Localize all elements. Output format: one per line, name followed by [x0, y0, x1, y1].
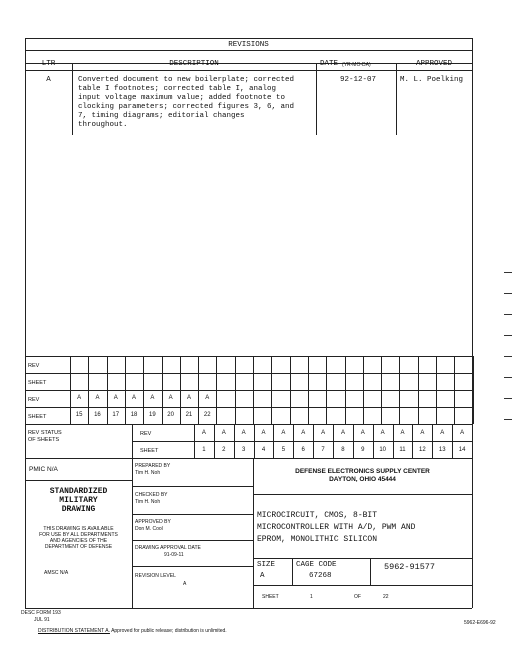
prepared-by-label: PREPARED BY [135, 463, 171, 469]
status-sheet-cell: 8 [341, 447, 345, 453]
description-line: Converted document to new boilerplate; corrected [78, 76, 295, 84]
amsc-label: AMSC N/A [44, 570, 69, 576]
availability-line: THIS DRAWING IS AVAILABLE [43, 526, 114, 532]
form-date: JUL 91 [34, 617, 50, 623]
revision-level-label: REVISION LEVEL [135, 573, 176, 579]
revision-date: 92-12-07 [340, 76, 377, 84]
drawing-title-line: MICROCIRCUIT, CMOS, 8-BIT [257, 511, 378, 520]
size-label: SIZE [257, 561, 276, 569]
of-sheets-label: OF SHEETS [28, 437, 60, 443]
revision-level-value: A [183, 581, 187, 587]
rev-cell: A [132, 395, 137, 401]
status-sheet-cell: 6 [301, 447, 305, 453]
supply-center-name: DEFENSE ELECTRONICS SUPPLY CENTER [295, 468, 430, 475]
status-sheet-cell: 9 [361, 447, 365, 453]
revision-letter: A [46, 76, 51, 84]
sheet-number-cell: 15 [75, 412, 83, 418]
description-line: throughout. [78, 121, 128, 129]
rev-cell: A [77, 395, 82, 401]
rev-row-label: REV [28, 397, 40, 403]
rev-row-label: REV [28, 363, 40, 369]
sheet-number-cell: 19 [148, 412, 156, 418]
description-line: 7, timing diagrams; editorial changes [78, 112, 245, 120]
status-sheet-cell: 13 [438, 447, 446, 453]
rev-cell: A [168, 395, 173, 401]
revisions-title: REVISIONS [228, 41, 269, 49]
rev-cell: A [186, 395, 191, 401]
cage-code-label: CAGE CODE [296, 561, 337, 569]
status-rev-cell: A [281, 430, 286, 436]
availability-line: DEPARTMENT OF DEFENSE [44, 544, 113, 550]
sheet-number-cell: 17 [112, 412, 120, 418]
rev-cell: A [205, 395, 210, 401]
status-sheet-cell: 11 [399, 447, 406, 453]
drawing-number: 5962-91577 [384, 562, 436, 572]
sheet-number-cell: 16 [94, 412, 101, 418]
description-line: input voltage maximum value; added footnote to [78, 94, 286, 102]
status-rev-cell: A [340, 430, 345, 436]
sheet-number-cell: 22 [203, 412, 211, 418]
standardized-heading: STANDARDIZED [49, 487, 108, 496]
status-rev-label: REV [140, 431, 152, 437]
status-rev-cell: A [241, 430, 246, 436]
drawing-title-line: EPROM, MONOLITHIC SILICON [257, 535, 378, 544]
ltr-header: LTR [41, 60, 56, 68]
sheet-label: SHEET [262, 594, 279, 600]
description-line: clocking parameters; corrected figures 3, 6, and [78, 103, 295, 111]
rev-cell: A [95, 395, 100, 401]
description-line: table I footnotes; corrected table I, analog [78, 85, 277, 93]
status-sheet-cell: 3 [241, 447, 246, 453]
status-rev-cell: A [321, 430, 326, 436]
checked-by-label: CHECKED BY [135, 492, 168, 498]
status-sheet-cell: 10 [379, 447, 386, 453]
status-rev-cell: A [440, 430, 445, 436]
status-sheet-cell: 4 [261, 447, 266, 453]
checked-by-name: Tim H. Noh [135, 499, 161, 505]
date-format-header: (YR-MO-DA) [342, 62, 371, 68]
distribution-statement [38, 628, 227, 634]
military-heading: MILITARY [59, 496, 98, 505]
sheet-number-cell: 20 [167, 412, 174, 418]
date-header: DATE [320, 60, 339, 68]
status-rev-cell: A [201, 430, 206, 436]
rev-status-label: REV STATUS [28, 430, 62, 436]
sheet-number: 1 [310, 594, 313, 600]
drawing-approval-date: 91-09-11 [164, 552, 184, 558]
availability-line: AND AGENCIES OF THE [49, 538, 108, 544]
availability-line: FOR USE BY ALL DEPARTMENTS [39, 532, 118, 538]
rev-cell: A [150, 395, 155, 401]
status-rev-cell: A [420, 430, 425, 436]
rev-cell: A [113, 395, 118, 401]
sheet-number-cell: 18 [130, 412, 138, 418]
drawing-heading: DRAWING [61, 505, 96, 514]
sheet-row-label: SHEET [28, 380, 47, 386]
sheet-number-cell: 21 [185, 412, 193, 418]
distribution-text: Approved for public release; distribution is unlimited. [109, 628, 227, 634]
drawing-approval-label: DRAWING APPROVAL DATE [135, 545, 201, 551]
status-rev-cell: A [380, 430, 385, 436]
status-sheet-cell: 1 [202, 447, 206, 453]
cage-code-value: 67268 [309, 572, 332, 580]
status-sheet-cell: 12 [419, 447, 426, 453]
status-sheet-cell: 14 [458, 447, 466, 453]
form-number: DESC FORM 193 [21, 610, 61, 616]
approved-header: APPROVED [415, 60, 452, 68]
description-header: DESCRIPTION [169, 60, 219, 68]
of-label: OF [354, 594, 361, 600]
status-rev-cell: A [360, 430, 365, 436]
status-rev-cell: A [301, 430, 306, 436]
status-rev-cell: A [221, 430, 226, 436]
status-sheet-cell: 5 [281, 447, 286, 453]
approved-by-label: APPROVED BY [135, 519, 171, 525]
status-sheet-cell: 7 [321, 447, 325, 453]
supply-center-address: DAYTON, OHIO 45444 [329, 476, 396, 483]
sheet-row-label: SHEET [28, 414, 47, 420]
document-code: 5962-E696-92 [464, 620, 496, 626]
status-rev-cell: A [261, 430, 266, 436]
prepared-by-name: Tim H. Noh [135, 470, 161, 476]
approved-by-name: Don M. Cool [135, 526, 163, 532]
status-sheet-label: SHEET [140, 448, 159, 454]
status-rev-cell: A [400, 430, 405, 436]
size-value: A [260, 572, 265, 580]
status-sheet-cell: 2 [222, 447, 226, 453]
pmic-label: PMIC N/A [29, 466, 58, 473]
drawing-title-line: MICROCONTROLLER WITH A/D, PWM AND [257, 523, 416, 532]
distribution-prefix: DISTRIBUTION STATEMENT A. [38, 628, 110, 634]
status-rev-cell: A [460, 430, 465, 436]
sheet-total: 22 [383, 594, 389, 600]
revision-approver: M. L. Poelking [400, 76, 464, 84]
